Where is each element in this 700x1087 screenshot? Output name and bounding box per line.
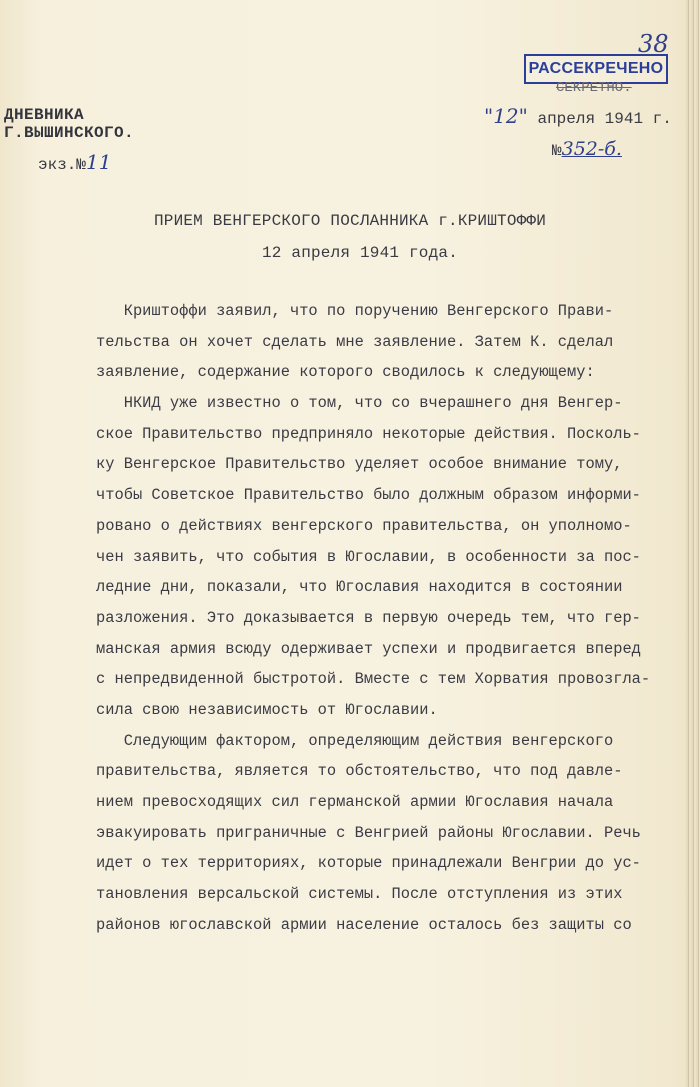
copy-number-label: экз.№ [38,156,87,174]
document-number-value: 352-б. [561,138,622,160]
declassified-stamp: РАССЕКРЕЧЕНО [524,54,668,84]
document-subtitle-date: 12 апреля 1941 года. [261,244,459,262]
body-line: чтобы Советское Правительство было должным образом информи- [96,486,641,505]
body-line: тельства он хочет сделать мне заявление. Затем К. сделал [96,332,614,351]
body-line: эвакуировать приграничные с Венгрией районы Югославии. Речь [96,823,641,842]
body-line: НКИД уже известно о том, что со вчерашнего дня Венгер- [96,394,623,413]
body-line: районов югославской армии население осталось без защиты со [96,915,632,934]
copy-number [38,150,111,174]
body-line: тановления версальской системы. После отступления из этих [96,885,623,904]
document-body [96,296,686,940]
diary-header [4,106,134,142]
body-line: нием превосходящих сил германской армии Югославия начала [96,793,614,811]
body-line: разложения. Это доказывается в первую очередь тем, что гер- [96,608,641,627]
document-number [552,138,622,160]
secret-label: СЕКРЕТНО. [556,80,632,96]
copy-number-value: 11 [86,150,112,174]
body-line: сила свою независимость от Югославии. [96,700,438,719]
binding-edge [686,0,700,1087]
body-line: ровано о действиях венгерского правительства, он уполномо- [96,516,632,535]
body-line: манская армия всюду одерживает успехи и продвигается вперед [96,639,641,658]
diary-header-line2: Г.ВЫШИНСКОГО. [4,124,135,142]
body-line: заявление, содержание которого сводилось к следующему: [96,363,595,382]
body-line: Следующим фактором, определяющим действия венгерского [96,731,614,750]
body-line: идет о тех территориях, которые принадлежали Венгрии до ус- [96,854,641,873]
diary-header-line1: ДНЕВНИКА [4,106,85,124]
body-line: чен заявить, что события в Югославии, в особенности за пос- [96,547,641,566]
body-line: ку Венгерское Правительство уделяет особое внимание тому, [96,455,623,474]
body-line: ское Правительство предприняло некоторые действия. Посколь- [96,424,641,443]
body-line: с непредвиденной быстротой. Вместе с тем Хорватия провозгла- [96,670,651,689]
document-number-label: № [552,142,562,160]
page-number: 38 [638,30,669,58]
date-rest: апреля 1941 г. [527,110,672,128]
document-title: ПРИЕМ ВЕНГЕРСКОГО ПОСЛАННИКА г.КРИШТОФФИ [153,212,547,230]
body-line: ледние дни, показали, что Югославия находится в состоянии [96,578,623,597]
date-day: "12" [484,104,528,128]
body-line: Криштоффи заявил, что по поручению Венгерского Прави- [96,302,614,320]
document-date [484,104,672,128]
body-line: правительства, является то обстоятельство, что под давле- [96,762,623,781]
